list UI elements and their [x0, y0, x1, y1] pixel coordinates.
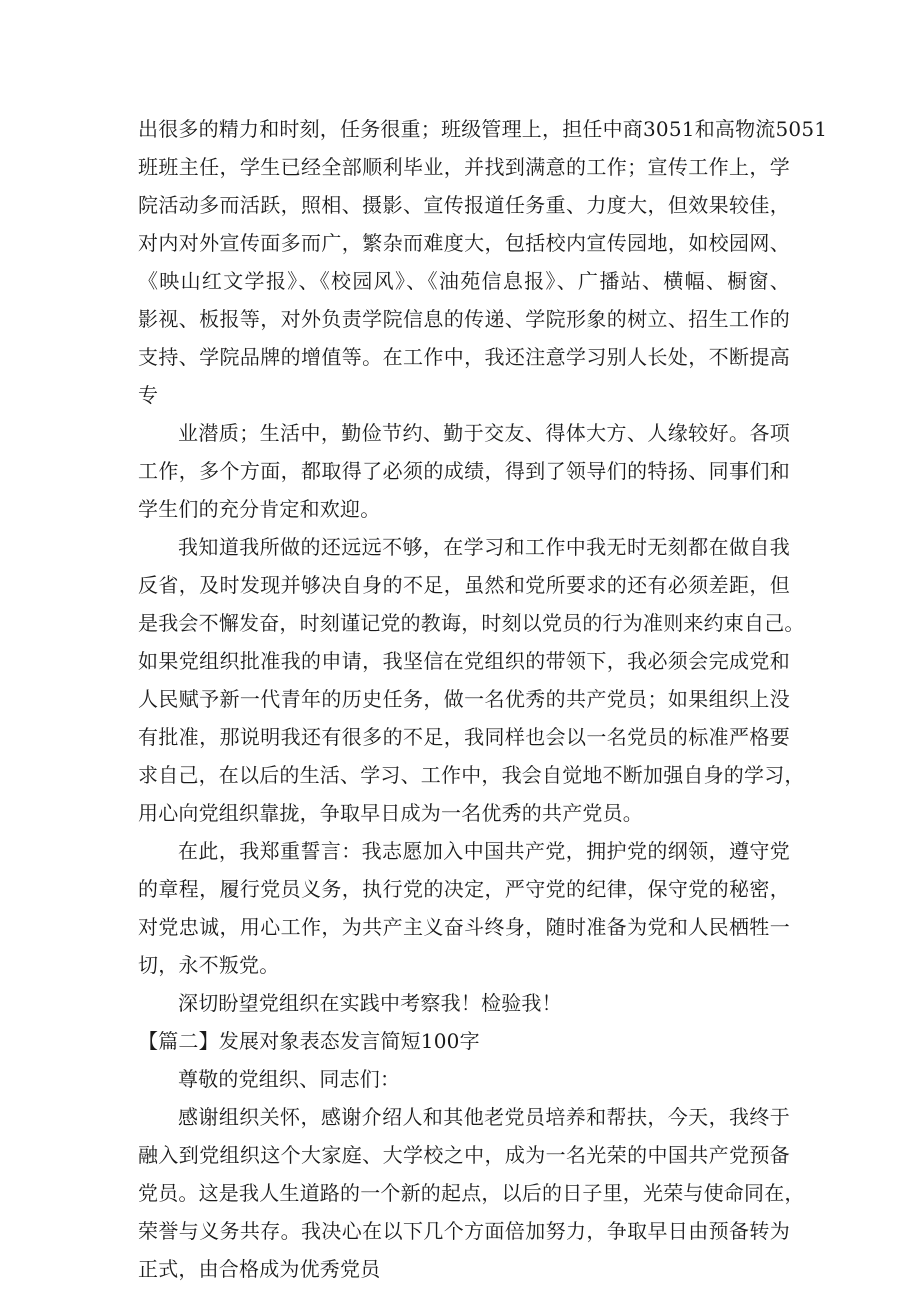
text-line: 《映山红文学报》、《校园风》、《油苑信息报》、广播站、横幅、橱窗、: [138, 269, 790, 293]
text-line: 院活动多而活跃，照相、摄影、宣传报道任务重、力度大，但效果较佳，: [138, 193, 790, 217]
text-line: 【篇二】发展对象表态发言简短100字: [138, 1029, 480, 1053]
text-line: 学生们的充分肯定和欢迎。: [138, 497, 381, 521]
text-line: 支持、学院品牌的增值等。在工作中，我还注意学习别人长处，不断提高: [138, 345, 790, 369]
text-line: 深切盼望党组织在实践中考察我！检验我！: [178, 991, 562, 1015]
text-line: 切，永不叛党。: [138, 953, 280, 977]
text-line: 荣誉与义务共存。我决心在以下几个方面倍加努力，争取早日由预备转为: [138, 1219, 790, 1243]
text-line: 工作，多个方面，都取得了必须的成绩，得到了领导们的特扬、同事们和: [138, 459, 790, 483]
text-line: 党员。这是我人生道路的一个新的起点，以后的日子里，光荣与使命同在，: [138, 1181, 805, 1205]
text-line: 感谢组织关怀，感谢介绍人和其他老党员培养和帮扶，今天，我终于: [178, 1105, 790, 1129]
text-line: 求自己，在以后的生活、学习、工作中，我会自觉地不断加强自身的学习，: [138, 763, 805, 787]
text-line: 用心向党组织靠拢，争取早日成为一名优秀的共产党员。: [138, 801, 643, 825]
text-line: 正式，由合格成为优秀党员: [138, 1257, 381, 1281]
text-line: 我知道我所做的还远远不够，在学习和工作中我无时无刻都在做自我: [178, 535, 790, 559]
text-line: 业潜质；生活中，勤俭节约、勤于交友、得体大方、人缘较好。各项: [178, 421, 790, 445]
text-line: 对内对外宣传面多而广，繁杂而难度大，包括校内宣传园地，如校园网、: [138, 231, 790, 255]
text-line: 是我会不懈发奋，时刻谨记党的教诲，时刻以党员的行为准则来约束自己。: [138, 611, 805, 635]
text-line: 在此，我郑重誓言：我志愿加入中国共产党，拥护党的纲领，遵守党: [178, 839, 790, 863]
text-line: 融入到党组织这个大家庭、大学校之中，成为一名光荣的中国共产党预备: [138, 1143, 790, 1167]
document-body: [138, 110, 828, 1288]
text-line: 的章程，履行党员义务，执行党的决定，严守党的纪律，保守党的秘密，: [138, 877, 790, 901]
text-line: 影视、板报等，对外负责学院信息的传递、学院形象的树立、招生工作的: [138, 307, 790, 331]
text-line: 专: [138, 383, 159, 407]
text-line: 如果党组织批准我的申请，我坚信在党组织的带领下，我必须会完成党和: [138, 649, 790, 673]
text-line: 班班主任，学生已经全部顺利毕业，并找到满意的工作；宣传工作上，学: [138, 155, 790, 179]
text-line: 反省，及时发现并够决自身的不足，虽然和党所要求的还有必须差距，但: [138, 573, 790, 597]
text-line: 尊敬的党组织、同志们：: [178, 1067, 401, 1091]
text-line: 出很多的精力和时刻，任务很重；班级管理上，担任中商3051和高物流5051: [138, 117, 828, 141]
text-line: 人民赋予新一代青年的历史任务，做一名优秀的共产党员；如果组织上没: [138, 687, 790, 711]
text-line: 有批准，那说明我还有很多的不足，我同样也会以一名党员的标准严格要: [138, 725, 790, 749]
text-line: 对党忠诚，用心工作，为共产主义奋斗终身，随时准备为党和人民栖牲一: [138, 915, 790, 939]
